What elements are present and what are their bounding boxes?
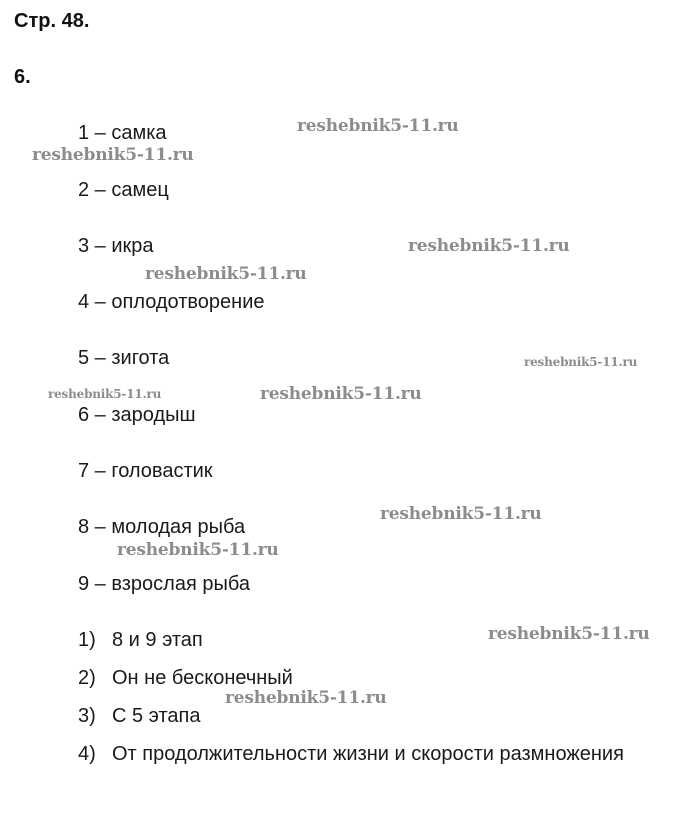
answer-text: 8 и 9 этап xyxy=(112,629,203,651)
watermark: reshebnik5-11.ru xyxy=(488,624,650,644)
watermark: reshebnik5-11.ru xyxy=(32,145,194,165)
stage-item: 2 – самец xyxy=(78,179,169,201)
stage-item: 5 – зигота xyxy=(78,347,170,369)
page-title: Стр. 48. xyxy=(14,10,90,32)
answer-number: 3) xyxy=(78,705,96,727)
watermark: reshebnik5-11.ru xyxy=(145,264,307,284)
answer-text: Он не бесконечный xyxy=(112,667,293,689)
stage-item: 9 – взрослая рыба xyxy=(78,573,250,595)
watermark: reshebnik5-11.ru xyxy=(408,236,570,256)
task-number: 6. xyxy=(14,66,31,88)
stage-item: 4 – оплодотворение xyxy=(78,291,265,313)
watermark: reshebnik5-11.ru xyxy=(297,116,459,136)
watermark: reshebnik5-11.ru xyxy=(380,504,542,524)
answer-number: 4) xyxy=(78,743,96,765)
answer-text: С 5 этапа xyxy=(112,705,201,727)
watermark: reshebnik5-11.ru xyxy=(117,540,279,560)
stage-item: 1 – самка xyxy=(78,122,167,144)
watermark: reshebnik5-11.ru xyxy=(260,384,422,404)
answer-number: 1) xyxy=(78,629,96,651)
watermark: reshebnik5-11.ru xyxy=(524,355,638,369)
answer-text: От продолжительности жизни и скорости размножения xyxy=(112,743,624,765)
watermark: reshebnik5-11.ru xyxy=(225,688,387,708)
watermark: reshebnik5-11.ru xyxy=(48,387,162,401)
stage-item: 6 – зародыш xyxy=(78,404,196,426)
answer-number: 2) xyxy=(78,667,96,689)
stage-item: 3 – икра xyxy=(78,235,154,257)
stage-item: 7 – головастик xyxy=(78,460,213,482)
stage-item: 8 – молодая рыба xyxy=(78,516,246,538)
